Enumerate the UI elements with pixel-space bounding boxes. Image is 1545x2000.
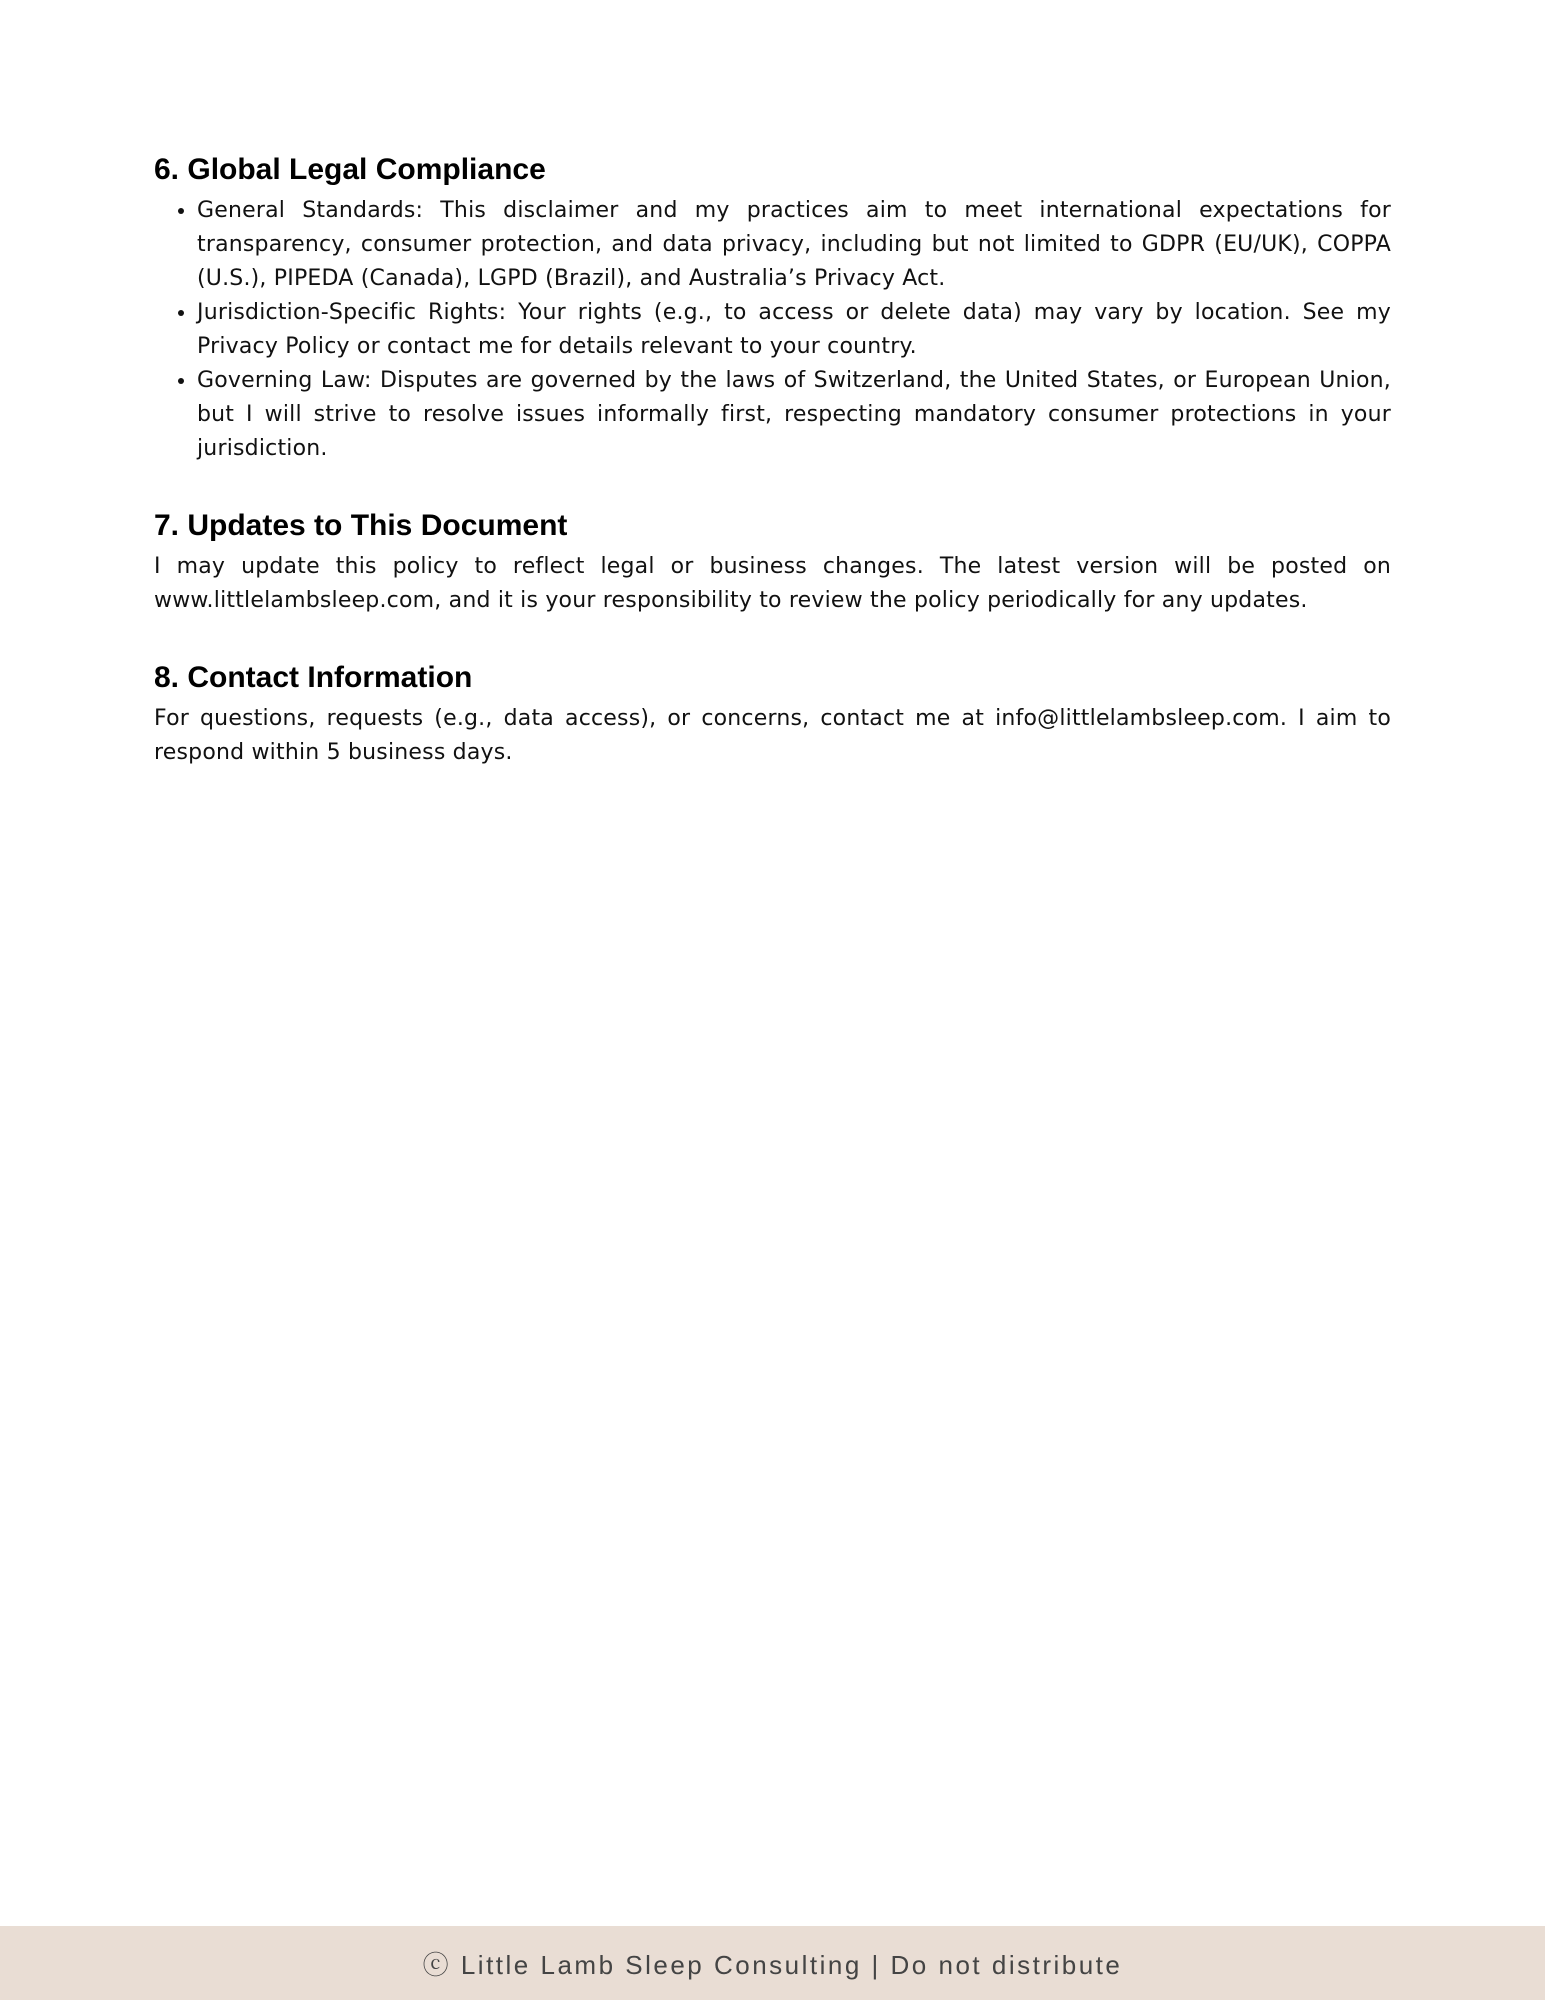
section-heading: 8. Contact Information: [154, 661, 473, 694]
section-body: I may update this policy to reflect legal or business changes. The latest version will be posted on www.littlelambsleep.com, and it is your responsibility to review the policy periodically for any updates.: [154, 554, 1391, 613]
bullet-list: [154, 194, 1391, 466]
footer-copyright: ⓒ Little Lamb Sleep Consulting | Do not distribute: [422, 1949, 1123, 1980]
section-heading: 7. Updates to This Document: [154, 509, 568, 542]
section-body: For questions, requests (e.g., data access), or concerns, contact me at info@littlelambsleep.com. I aim to respond within 5 business days.: [154, 706, 1391, 765]
footer-band: [0, 1926, 1545, 2000]
list-item: • Governing Law: Disputes are governed by the laws of Switzerland, the United States, or European Union, but I will strive to resolve issues informally first, respecting mandatory consumer protections in your jurisdiction.: [197, 364, 1391, 466]
section-heading: 6. Global Legal Compliance: [154, 153, 546, 186]
section-updates: [154, 506, 1391, 618]
list-item: • Jurisdiction-Specific Rights: Your rights (e.g., to access or delete data) may vary by location. See my Privacy Policy or contact me for details relevant to your country.: [197, 296, 1391, 364]
section-contact: [154, 658, 1391, 770]
document-content: [154, 150, 1391, 810]
list-item: • General Standards: This disclaimer and my practices aim to meet international expectations for transparency, consumer protection, and data privacy, including but not limited to GDPR (EU/UK), COPPA (U.S.), PIPEDA (Canada), LGPD (Brazil), and Australia’s Privacy Act.: [197, 194, 1391, 296]
section-global-legal-compliance: [154, 150, 1391, 466]
